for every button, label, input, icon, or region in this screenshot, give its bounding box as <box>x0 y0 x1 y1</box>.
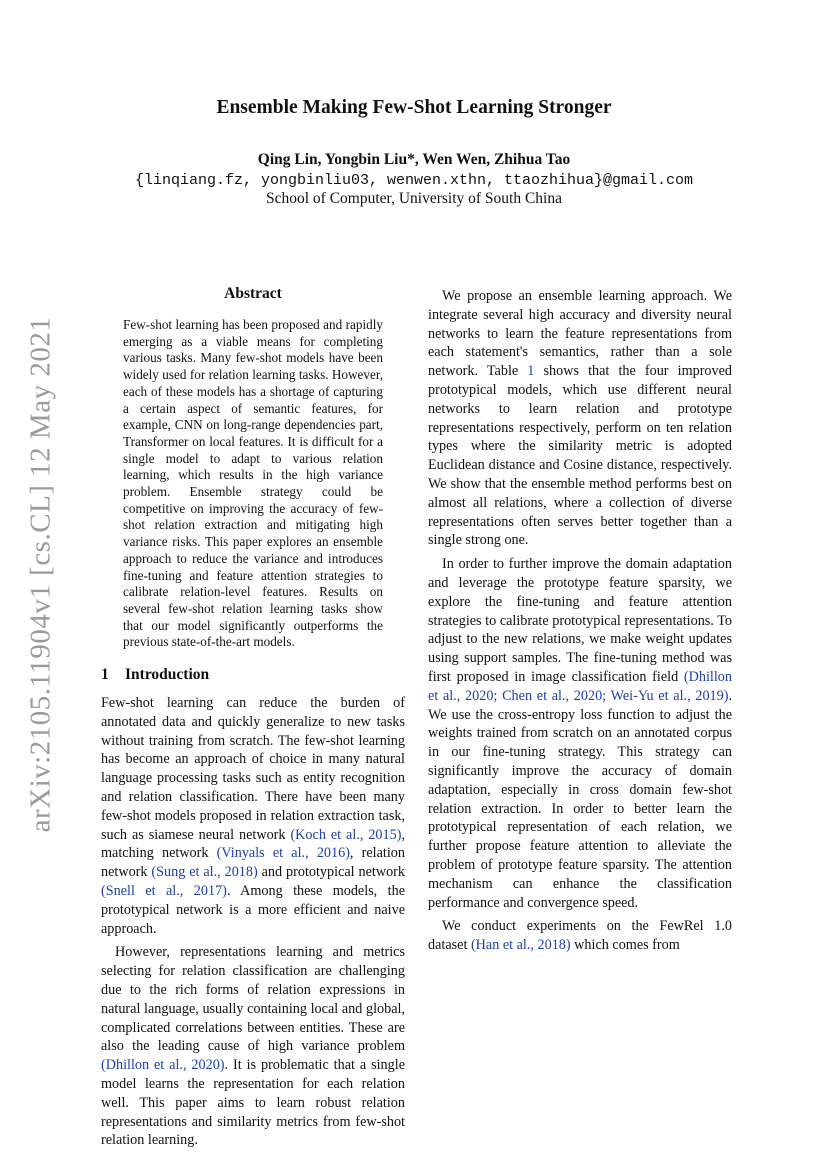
text-run: , matching network <box>101 826 405 862</box>
text-run: . It is problematic that a single model learns the representation for each relation well. This paper aims to learn robust relation representations and similarity metrics from few-shot relation learning. <box>101 1057 405 1149</box>
right-column <box>428 287 732 955</box>
intro-paragraph-2 <box>101 943 405 1150</box>
section-title: Introduction <box>125 666 210 684</box>
text-run: . We use the cross-entropy loss function to adjust the weights trained from scratch on an annotated corpus in our fine-tuning strategy. This strategy can significantly improve the accuracy of domain adaptation, especially in cross domain few-shot relation extraction. In order to better learn the prototypical representation of each relation, we further propose feature attention to alleviate the problem of prototype feature sparsity. The attention mechanism can enhance the classification performance and convergence speed. <box>428 687 732 911</box>
citation-link[interactable]: (Snell et al., 2017) <box>101 883 227 900</box>
section-heading-introduction <box>101 665 405 685</box>
abstract-text: Few-shot learning has been proposed and rapidly emerging as a viable means for completing various tasks. Many few-shot models have been widely used for relation learning tasks. However, each of these models has a shortage of capturing a certain aspect of semantic features, for example, CNN on long-range dependencies part, Transformer on local features. It is difficult for a single model to adapt to various relation learning, which results in the high variance problem. Ensemble strategy could be competitive on improving the accuracy of few-shot relation extraction and mitigating high variance risks. This paper explores an ensemble approach to reduce the variance and introduces fine-tuning and feature attention strategies to calibrate relation-level features. Results on several few-shot relation learning tasks show that our model significantly outperforms the previous state-of-the-art models. <box>123 317 383 650</box>
text-run: . Among these models, the prototypical network is a more efficient and naive approach. <box>101 883 405 937</box>
arxiv-watermark <box>20 316 62 832</box>
abstract-heading: Abstract <box>224 285 282 302</box>
table-reference-link[interactable]: 1 <box>527 363 535 380</box>
affiliation: School of Computer, University of South China <box>265 190 562 207</box>
text-run: Few-shot learning can reduce the burden of annotated data and quickly generalize to new tasks without training from scratch. The few-shot learning has become an approach of choice in many natural language processing tasks such as entity recognition and relation classification. There have been many few-shot models proposed in relation extraction task, such as siamese neural network <box>101 695 405 843</box>
citation-link[interactable]: (Koch et al., 2015) <box>290 826 402 843</box>
left-column <box>101 284 405 1150</box>
text-run: We propose an ensemble learning approach. We integrate several high accuracy and diversity neural networks to learn the feature representations from each statement's semantics, rather than a sole network. Table <box>428 288 732 380</box>
text-run: shows that the four improved prototypical models, which use different neural networks to learn relation and prototype representations respectively, perform on ten relation types where the similarity metric is adopted Euclidean distance and Cosine distance, respectively. We show that the ensemble method performs best on almost all relations, where a collection of diverse representations often serves better together than a single strong one. <box>428 363 732 549</box>
intro-paragraph-1 <box>101 694 405 938</box>
text-run: and prototypical network <box>257 864 405 881</box>
intro-paragraph-4 <box>428 555 732 912</box>
text-run: , relation network <box>101 845 405 881</box>
citation-link[interactable]: (Dhillon et al., 2020; Chen et al., 2020; Wei-Yu et al., 2019) <box>428 668 732 704</box>
author-list: Qing Lin, Yongbin Liu*, Wen Wen, Zhihua Tao <box>257 151 571 168</box>
text-run: which comes from <box>570 937 680 954</box>
citation-link[interactable]: (Vinyals et al., 2016) <box>216 845 350 862</box>
section-number: 1 <box>101 666 109 684</box>
intro-paragraph-3 <box>428 287 732 550</box>
text-run: In order to further improve the domain adaptation and leverage the prototype feature sparsity, we explore the fine-tuning and feature attention strategies to calibrate prototypical representations. To adjust to the new relations, we make weight updates using support samples. The fine-tuning method was first proposed in image classification field <box>428 556 732 685</box>
text-run: However, representations learning and metrics selecting for relation classification are challenging due to the rich forms of relation expressions in natural language, usually containing local and global, complicated correlations between entities. These are also the leading cause of high variance problem <box>101 944 405 1055</box>
arxiv-identifier: arXiv:2105.11904v1 [cs.CL] 12 May 2021 <box>24 316 57 832</box>
citation-link[interactable]: (Sung et al., 2018) <box>151 864 258 881</box>
citation-link[interactable]: (Han et al., 2018) <box>470 937 571 954</box>
intro-paragraph-5 <box>428 917 732 955</box>
author-emails: {linqiang.fz, yongbinliu03, wenwen.xthn, ttaozhihua}@gmail.com <box>134 172 694 189</box>
text-run: We conduct experiments on the FewRel 1.0 dataset <box>428 918 732 954</box>
paper-title: Ensemble Making Few-Shot Learning Stronger <box>216 97 612 118</box>
citation-link[interactable]: (Dhillon et al., 2020) <box>101 1057 225 1074</box>
